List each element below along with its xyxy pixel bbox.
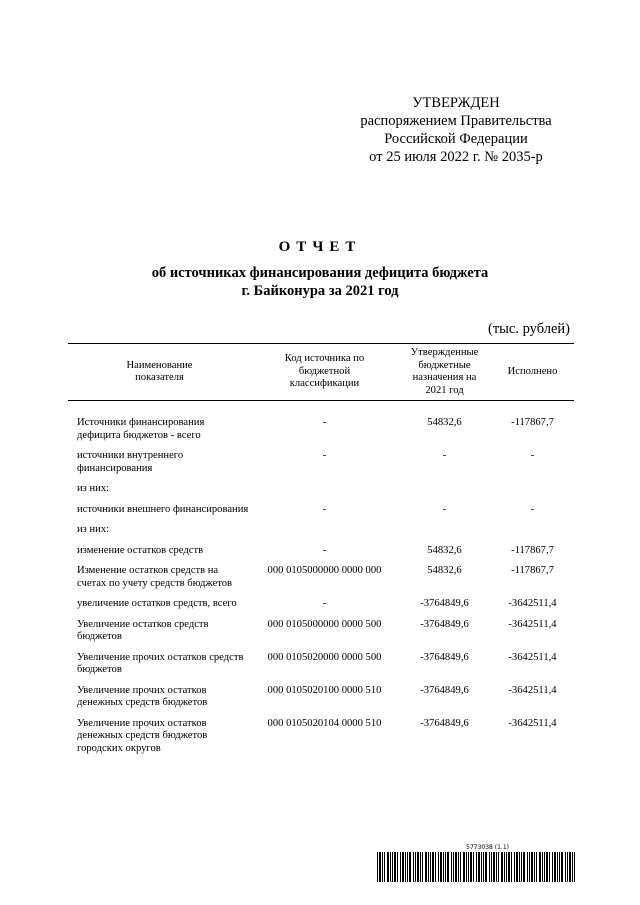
barcode-bar xyxy=(390,852,391,882)
barcode-bar xyxy=(516,852,518,882)
barcode-bar xyxy=(451,852,452,882)
document-subtitle xyxy=(0,264,640,300)
barcode-bar xyxy=(565,852,566,882)
barcode-bar xyxy=(527,852,528,882)
barcode-bar xyxy=(498,852,499,882)
table-row xyxy=(68,504,574,525)
barcode-bar xyxy=(504,852,505,882)
row-code: - xyxy=(322,503,327,515)
row-done: -3642511,4 xyxy=(508,651,557,663)
barcode-bar xyxy=(425,852,427,882)
barcode-bar xyxy=(534,852,535,882)
barcode-bar xyxy=(557,852,558,882)
approval-block xyxy=(340,94,572,166)
barcode-bar xyxy=(422,852,423,882)
document-title: ОТЧЕТ xyxy=(278,239,362,255)
barcode-bar xyxy=(554,852,556,882)
barcode-bar xyxy=(552,852,553,882)
row-done: -3642511,4 xyxy=(508,717,557,729)
barcode-bar xyxy=(394,852,396,882)
row-code: 000 0105020100 0000 510 xyxy=(267,684,382,696)
row-code: 000 0105000000 0000 000 xyxy=(267,565,382,576)
approval-line: распоряжением Правительства xyxy=(360,113,552,129)
barcode-bar xyxy=(435,852,436,882)
barcode-bar xyxy=(392,852,393,882)
row-plan: 54832,6 xyxy=(427,565,462,576)
row-plan: - xyxy=(442,450,447,461)
row-name: источники внутреннего финансирования xyxy=(77,450,184,474)
row-name: увеличение остатков средств, всего xyxy=(77,598,237,609)
financing-sources-table xyxy=(68,343,574,763)
barcode-bar xyxy=(384,852,385,882)
row-plan: - xyxy=(442,503,447,515)
barcode-bar xyxy=(559,852,560,882)
barcode-bar xyxy=(574,852,575,882)
barcode-bar xyxy=(440,852,442,882)
row-code xyxy=(251,483,398,504)
barcode-bar xyxy=(470,852,472,882)
barcode-number: 5773038 (1.1) xyxy=(466,844,509,851)
row-name: Изменение остатков средств на счетах по учету средств бюджетов xyxy=(77,565,233,589)
barcode-bar xyxy=(523,852,525,882)
header-name: Наименование показателя xyxy=(68,344,251,401)
table-row xyxy=(68,524,574,545)
barcode-bar xyxy=(407,852,408,882)
row-plan: -3764849,6 xyxy=(420,651,469,663)
barcode-bar xyxy=(445,852,446,882)
row-code xyxy=(251,524,398,545)
barcode-bar xyxy=(458,852,459,882)
row-done: -3642511,4 xyxy=(508,598,557,609)
row-name: изменение остатков средств xyxy=(77,544,204,556)
table-row xyxy=(68,401,574,451)
row-done: -3642511,4 xyxy=(508,618,557,630)
row-done: - xyxy=(530,450,535,461)
row-code: 000 0105020104 0000 510 xyxy=(267,717,382,729)
barcode-bar xyxy=(493,852,495,882)
barcode-bar xyxy=(463,852,465,882)
row-plan: 54832,6 xyxy=(427,417,462,428)
approval-date: от 25 июля 2022 г. № 2035-р xyxy=(369,149,543,165)
barcode-bar xyxy=(546,852,548,882)
row-done: - xyxy=(530,503,535,515)
barcode-bar xyxy=(466,852,467,882)
row-code: 000 0105000000 0000 500 xyxy=(267,618,382,630)
barcode-bar xyxy=(453,852,454,882)
table-body xyxy=(68,401,574,764)
barcode-bar xyxy=(397,852,398,882)
row-plan: 54832,6 xyxy=(427,544,462,556)
barcode-bar xyxy=(382,852,383,882)
approval-line: Российской Федерации xyxy=(384,131,528,147)
barcode-bar xyxy=(489,852,490,882)
barcode-bar xyxy=(514,852,515,882)
header-done: Исполнено xyxy=(491,344,574,401)
barcode-bar xyxy=(561,852,563,882)
row-name: из них: xyxy=(77,524,110,535)
barcode-bar xyxy=(377,852,378,882)
row-plan: -3764849,6 xyxy=(420,684,469,696)
barcode-bar xyxy=(496,852,497,882)
row-done: -117867,7 xyxy=(511,417,554,428)
table-row xyxy=(68,450,574,483)
barcode-bar xyxy=(544,852,545,882)
row-code: - xyxy=(322,544,327,556)
row-code: - xyxy=(322,417,327,428)
subtitle-line: об источниках финансирования дефицита бюджета xyxy=(151,265,489,281)
row-done: -117867,7 xyxy=(511,565,554,576)
barcode-bar xyxy=(521,852,522,882)
approval-heading: УТВЕРЖДЕН xyxy=(412,95,500,111)
row-code: - xyxy=(322,598,327,609)
barcode-bar xyxy=(491,852,492,882)
header-plan: Утвержденные бюджетные назначения на 2021 год xyxy=(398,344,491,401)
row-name: Увеличение прочих остатков денежных средств бюджетов городских округов xyxy=(77,717,208,754)
row-plan: -3764849,6 xyxy=(420,598,469,609)
barcode-bar xyxy=(481,852,482,882)
table-row xyxy=(68,565,574,598)
subtitle-line: г. Байконура за 2021 год xyxy=(241,283,399,299)
barcode-bar xyxy=(430,852,431,882)
barcode-bar xyxy=(536,852,537,882)
row-done: -3642511,4 xyxy=(508,684,557,696)
row-name: из них: xyxy=(77,483,110,494)
barcode-bar xyxy=(483,852,484,882)
barcode-image xyxy=(377,852,575,882)
barcode-bar xyxy=(460,852,461,882)
barcode-bar xyxy=(476,852,477,882)
table-row xyxy=(68,718,574,764)
barcode-bar xyxy=(508,852,510,882)
barcode-bar xyxy=(409,852,411,882)
table-row xyxy=(68,545,574,566)
barcode-bar xyxy=(473,852,474,882)
row-name: Увеличение остатков средств бюджетов xyxy=(77,618,209,642)
row-done: -117867,7 xyxy=(511,544,554,556)
row-name: источники внешнего финансирования xyxy=(77,503,249,515)
barcode-bar xyxy=(539,852,541,882)
barcode xyxy=(377,844,575,882)
barcode-bar xyxy=(402,852,404,882)
barcode-bar xyxy=(501,852,503,882)
row-plan xyxy=(398,483,491,504)
barcode-bar xyxy=(447,852,449,882)
barcode-bar xyxy=(506,852,507,882)
row-plan: -3764849,6 xyxy=(420,618,469,630)
barcode-bar xyxy=(529,852,530,882)
barcode-bar xyxy=(415,852,416,882)
barcode-bar xyxy=(569,852,571,882)
row-name: Увеличение прочих остатков денежных средств бюджетов xyxy=(77,684,208,708)
barcode-bar xyxy=(400,852,401,882)
barcode-bar xyxy=(438,852,439,882)
barcode-bar xyxy=(417,852,419,882)
barcode-bar xyxy=(468,852,469,882)
barcode-bar xyxy=(379,852,381,882)
row-code: - xyxy=(322,450,327,461)
barcode-bar xyxy=(420,852,421,882)
barcode-bar xyxy=(455,852,457,882)
barcode-bar xyxy=(405,852,406,882)
row-code: 000 0105020000 0000 500 xyxy=(267,651,382,663)
barcode-bar xyxy=(549,852,550,882)
barcode-bar xyxy=(485,852,487,882)
row-done xyxy=(491,483,574,504)
row-plan xyxy=(398,524,491,545)
table-header-row xyxy=(68,344,574,401)
barcode-bar xyxy=(428,852,429,882)
table-row xyxy=(68,598,574,619)
barcode-bar xyxy=(542,852,543,882)
header-code: Код источника по бюджетной классификации xyxy=(251,344,398,401)
table-row xyxy=(68,483,574,504)
barcode-bar xyxy=(387,852,389,882)
units-label: (тыс. рублей) xyxy=(488,321,570,337)
barcode-bar xyxy=(531,852,533,882)
barcode-bar xyxy=(572,852,573,882)
table-row xyxy=(68,685,574,718)
row-done xyxy=(491,524,574,545)
barcode-bar xyxy=(567,852,568,882)
row-plan: -3764849,6 xyxy=(420,717,469,729)
barcode-bar xyxy=(413,852,414,882)
barcode-bar xyxy=(519,852,520,882)
row-name: Источники финансирования дефицита бюджетов - всего xyxy=(77,417,205,441)
table-row xyxy=(68,619,574,652)
row-name: Увеличение прочих остатков средств бюджетов xyxy=(77,651,244,675)
barcode-bar xyxy=(478,852,480,882)
barcode-bar xyxy=(511,852,512,882)
barcode-bar xyxy=(432,852,434,882)
table-row xyxy=(68,652,574,685)
barcode-bar xyxy=(443,852,444,882)
